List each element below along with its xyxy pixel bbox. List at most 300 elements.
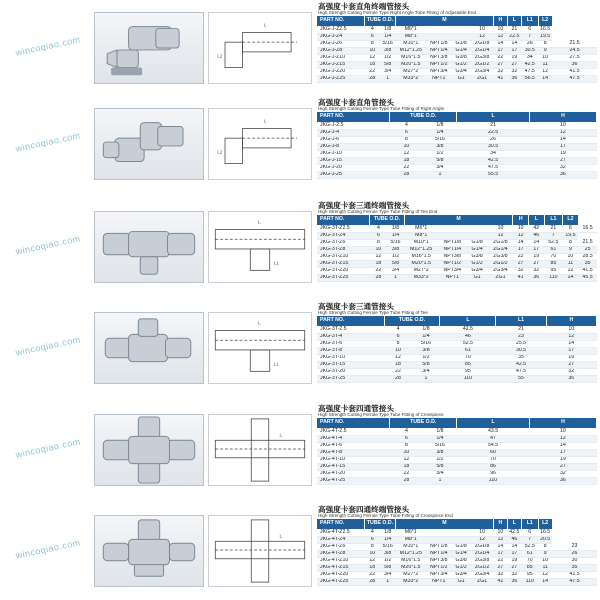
- table-cell: 5/16: [387, 239, 404, 246]
- table-cell: 1/8: [380, 26, 395, 33]
- table-cell: 42.5: [509, 529, 520, 535]
- table-cell: 14: [528, 239, 544, 246]
- table-cell: 22: [390, 164, 424, 171]
- table-row: [317, 463, 597, 470]
- part-number: JKG-J-6: [317, 136, 390, 143]
- table-row: [317, 456, 597, 463]
- column-header: L: [440, 316, 496, 326]
- part-number: JKG-J-Z25: [317, 75, 365, 82]
- table-cell: 14: [529, 442, 596, 449]
- table-row: [317, 578, 597, 585]
- table-cell: 8: [563, 239, 579, 246]
- table-row: [317, 150, 597, 157]
- table-cell: 12: [365, 54, 380, 61]
- table-row: [317, 267, 597, 274]
- part-number: JKG-4T-25: [317, 477, 390, 484]
- column-header: PART NO.: [317, 519, 365, 529]
- table-cell: 12: [390, 456, 424, 463]
- table-cell: 36: [528, 274, 544, 281]
- table-cell: 11: [563, 260, 579, 267]
- table-cell: 96: [457, 470, 530, 477]
- table-cell: NPT1/4: [438, 246, 466, 253]
- table-cell: 5/8: [387, 260, 404, 267]
- table-cell: 10: [529, 122, 596, 129]
- table-cell: 70: [440, 354, 496, 361]
- spec-table: [317, 418, 597, 485]
- table-cell: 14: [513, 239, 529, 246]
- product-section-2: [0, 96, 600, 196]
- section-title: 高强度卡套四通终端管接头: [318, 505, 410, 514]
- table-cell: 19: [507, 54, 521, 61]
- table-row: [317, 171, 597, 178]
- part-number: JKG-4T-Z20: [317, 571, 365, 578]
- table-cell: 8: [370, 239, 387, 246]
- table-cell: [451, 33, 471, 40]
- table-cell: 6: [521, 529, 538, 536]
- table-cell: 6: [390, 435, 424, 442]
- table-cell: [426, 33, 451, 40]
- table-cell: 21.5: [578, 239, 597, 246]
- svg-text:L: L: [279, 433, 283, 439]
- table-cell: 30: [552, 557, 597, 564]
- section-title: 高强度卡套三通管接头: [318, 302, 394, 311]
- table-cell: 42: [528, 225, 544, 232]
- part-number: JKG-4T-2.5: [317, 428, 390, 435]
- part-number: JKG-J-Z10: [317, 54, 365, 61]
- table-cell: 41: [493, 75, 507, 82]
- table-cell: 24.5: [552, 47, 597, 54]
- column-header: TUBE O.D.: [390, 418, 457, 428]
- part-number: JKG-3T-15: [317, 361, 384, 368]
- technical-drawing: [208, 312, 312, 384]
- table-cell: 1/2: [380, 54, 395, 61]
- table-cell: 27: [493, 61, 507, 68]
- part-number: JKG-J-4: [317, 129, 390, 136]
- column-header: H: [513, 215, 529, 225]
- table-cell: 42.5: [521, 61, 538, 68]
- table-cell: 10: [471, 529, 493, 536]
- table-cell: 19: [528, 253, 544, 260]
- table-cell: M16*1.5: [395, 557, 426, 564]
- section-title: 高强度卡套三通终端管接头: [318, 201, 410, 210]
- table-cell: NPT1/4: [426, 47, 451, 54]
- table-row: [317, 442, 597, 449]
- table-cell: M33*2: [395, 578, 426, 585]
- product-photo: [94, 108, 204, 180]
- table-cell: ZG1/4: [471, 47, 493, 54]
- table-cell: 3/4: [423, 164, 457, 171]
- table-cell: M12*1.25: [404, 246, 438, 253]
- table-row: [317, 122, 597, 129]
- table-cell: 23: [496, 333, 546, 340]
- table-cell: 60: [457, 449, 530, 456]
- table-cell: 5/16: [380, 543, 395, 550]
- table-cell: 86: [457, 463, 530, 470]
- table-cell: 30.5: [457, 143, 530, 150]
- table-cell: G1/4: [451, 47, 471, 54]
- table-cell: 70: [521, 557, 538, 564]
- table-cell: 21: [507, 26, 521, 33]
- table-cell: G1/8: [466, 239, 488, 246]
- product-section-3: [0, 199, 600, 299]
- table-cell: 18: [390, 157, 424, 164]
- table-cell: G1/2: [451, 564, 471, 571]
- table-cell: 14: [529, 136, 596, 143]
- svg-text:L: L: [263, 119, 267, 125]
- table-cell: [451, 529, 471, 536]
- table-cell: 12: [563, 267, 579, 274]
- table-cell: M33*2: [404, 274, 438, 281]
- table-cell: 21: [496, 326, 546, 333]
- table-cell: 14: [538, 578, 552, 585]
- table-cell: 7: [521, 536, 538, 543]
- column-header: M: [395, 16, 493, 26]
- column-header: L: [457, 418, 530, 428]
- spec-table: [317, 112, 597, 179]
- product-photo: [94, 12, 204, 84]
- table-cell: 12: [538, 571, 552, 578]
- part-number: JKG-3T-Z8: [317, 246, 370, 253]
- table-cell: 18: [365, 564, 380, 571]
- table-cell: 55: [496, 375, 546, 382]
- table-cell: 4: [390, 428, 424, 435]
- part-number: JKG-4T-20: [317, 470, 390, 477]
- table-cell: 10: [529, 428, 596, 435]
- table-cell: 28: [370, 274, 387, 281]
- table-cell: 12: [529, 129, 596, 136]
- column-header: H: [529, 418, 596, 428]
- table-cell: 95: [440, 368, 496, 375]
- part-number: JKG-J-20: [317, 164, 390, 171]
- dimension-drawing-icon: [209, 212, 311, 282]
- table-row: [317, 571, 597, 578]
- column-header: PART NO.: [317, 112, 390, 122]
- table-row: [317, 449, 597, 456]
- table-row: [317, 470, 597, 477]
- table-cell: 1/8: [380, 529, 395, 536]
- part-number: JKG-3T-6: [317, 340, 384, 347]
- table-cell: 1: [380, 75, 395, 82]
- table-cell: 26: [521, 40, 538, 47]
- table-cell: 28: [384, 375, 412, 382]
- table-row: [317, 33, 597, 40]
- table-cell: 18: [390, 463, 424, 470]
- table-row: [317, 347, 597, 354]
- technical-drawing: [208, 108, 312, 180]
- table-cell: 17: [493, 47, 507, 54]
- product-section-4: [0, 300, 600, 400]
- table-row: [317, 54, 597, 61]
- spec-table: [317, 16, 597, 83]
- part-number: JKG-3T-Z6: [317, 239, 370, 246]
- table-cell: 1/4: [387, 232, 404, 239]
- table-cell: 34: [457, 150, 530, 157]
- table-cell: G3/8: [451, 557, 471, 564]
- dimension-drawing-icon: [209, 109, 311, 179]
- part-number: JKG-3T-20: [317, 368, 384, 375]
- table-cell: 5/8: [380, 564, 395, 571]
- table-cell: 8: [365, 40, 380, 47]
- part-number: JKG-4T-Z10: [317, 557, 365, 564]
- table-row: [317, 47, 597, 54]
- table-cell: 14: [507, 543, 521, 550]
- table-cell: 36: [552, 61, 597, 68]
- table-row: [317, 253, 597, 260]
- table-row: [317, 157, 597, 164]
- table-cell: 110: [440, 375, 496, 382]
- table-cell: [426, 26, 451, 33]
- table-cell: 35: [496, 354, 546, 361]
- table-cell: 21: [457, 122, 530, 129]
- table-cell: 47: [457, 435, 530, 442]
- table-cell: 3/4: [412, 368, 440, 375]
- part-number: JKG-J-Z15: [317, 61, 365, 68]
- table-cell: ZG1/8: [471, 543, 493, 550]
- table-cell: 32: [493, 571, 507, 578]
- product-photo: [94, 211, 204, 283]
- table-cell: 32: [528, 267, 544, 274]
- table-cell: 36: [529, 171, 596, 178]
- table-cell: 19: [529, 150, 596, 157]
- table-cell: ZG3/4: [488, 267, 513, 274]
- table-cell: 1/4: [412, 333, 440, 340]
- table-cell: 5/16: [412, 340, 440, 347]
- table-cell: 42.5: [440, 326, 496, 333]
- table-cell: ZG3/8: [471, 557, 493, 564]
- table-cell: 1/8: [412, 326, 440, 333]
- table-cell: M6*1: [395, 529, 426, 536]
- table-cell: 28: [390, 171, 424, 178]
- table-cell: 41: [513, 274, 529, 281]
- technical-drawing: [208, 414, 312, 486]
- table-row: [317, 375, 597, 382]
- part-number: JKG-4T-Z6: [317, 543, 365, 550]
- table-header-row: [317, 112, 597, 122]
- table-cell: 22: [384, 368, 412, 375]
- table-cell: 6: [384, 333, 412, 340]
- table-cell: 30.5: [521, 47, 538, 54]
- table-cell: ZG1: [471, 75, 493, 82]
- table-cell: 1: [412, 375, 440, 382]
- table-cell: 12: [493, 536, 507, 543]
- table-cell: 27: [507, 61, 521, 68]
- table-cell: G1/8: [451, 40, 471, 47]
- section-title: 高强度卡套直角终端管接头: [318, 2, 410, 11]
- section-subtitle: High Strength Cutting Ferrule Type Tube Fitting of Tee: [318, 310, 428, 315]
- table-row: [317, 26, 597, 33]
- table-cell: 3/4: [380, 571, 395, 578]
- table-cell: M10*1: [395, 543, 426, 550]
- table-cell: 10: [538, 54, 552, 61]
- table-cell: M20*1.5: [395, 61, 426, 68]
- table-cell: 22.5: [509, 33, 520, 39]
- table-cell: ZG3/8: [471, 54, 493, 61]
- table-cell: 32: [546, 368, 596, 375]
- table-cell: 10: [546, 326, 596, 333]
- table-cell: G1/4: [451, 550, 471, 557]
- watermark-logo: wincoqiao.com: [14, 436, 82, 460]
- table-cell: 1/2: [423, 150, 457, 157]
- table-cell: 17: [507, 550, 521, 557]
- table-cell: ZG1: [471, 578, 493, 585]
- column-header: L2: [538, 519, 552, 529]
- table-cell: 8: [384, 340, 412, 347]
- section-subtitle: High Strength Cutting Ferrule Type Tube Fitting of Right Angle: [318, 106, 445, 111]
- part-number: JKG-3T-Z4: [317, 232, 370, 239]
- column-header: PART NO.: [317, 316, 384, 326]
- table-cell: G1: [451, 75, 471, 82]
- table-cell: M16*1.5: [395, 54, 426, 61]
- table-row: [317, 274, 597, 281]
- table-cell: 5/8: [423, 157, 457, 164]
- table-cell: 5/16: [423, 136, 457, 143]
- table-cell: 17: [513, 246, 529, 253]
- table-cell: 4: [370, 225, 387, 232]
- table-cell: 12: [488, 232, 513, 239]
- table-cell: 14: [538, 75, 552, 82]
- table-cell: 41: [493, 578, 507, 585]
- table-cell: 10: [493, 529, 507, 536]
- table-cell: [466, 232, 488, 239]
- watermark-logo: wincoqiao.com: [14, 334, 82, 358]
- table-cell: 47.5: [552, 578, 597, 585]
- table-cell: NPT1/8: [426, 40, 451, 47]
- table-cell: NPT1/2: [426, 61, 451, 68]
- table-cell: NPT3/4: [426, 571, 451, 578]
- part-number: JKG-J-Z20: [317, 68, 365, 75]
- table-cell: 6: [370, 232, 387, 239]
- table-cell: M10*1: [404, 239, 438, 246]
- table-cell: 16.5: [540, 529, 551, 535]
- table-row: [317, 477, 597, 484]
- table-row: [317, 136, 597, 143]
- table-cell: 28: [365, 75, 380, 82]
- svg-text:L2: L2: [217, 150, 223, 156]
- table-row: [317, 428, 597, 435]
- table-cell: ZG3/4: [471, 571, 493, 578]
- table-cell: 26: [552, 550, 597, 557]
- table-cell: 10: [538, 557, 552, 564]
- column-header: TUBE O.D.: [390, 112, 457, 122]
- table-cell: M8*1: [404, 232, 438, 239]
- table-cell: 10: [365, 47, 380, 54]
- watermark-logo: wincoqiao.com: [14, 34, 82, 58]
- part-number: JKG-J-15: [317, 157, 390, 164]
- product-photo: [94, 515, 204, 587]
- table-cell: 32: [507, 571, 521, 578]
- table-cell: 3/8: [423, 449, 457, 456]
- table-row: [317, 61, 597, 68]
- part-number: JKG-4T-Z15: [317, 564, 365, 571]
- table-cell: 1/4: [380, 33, 395, 40]
- table-cell: 6: [390, 129, 424, 136]
- table-cell: G1/2: [466, 260, 488, 267]
- part-number: JKG-3T-Z15: [317, 260, 370, 267]
- fitting-photo-icon: [95, 516, 203, 586]
- table-cell: G1/4: [466, 246, 488, 253]
- table-row: [317, 143, 597, 150]
- table-cell: 1/4: [423, 129, 457, 136]
- table-cell: 22: [493, 54, 507, 61]
- section-title: 高强度卡套直角管接头: [318, 98, 394, 107]
- table-cell: [451, 26, 471, 33]
- table-row: [317, 260, 597, 267]
- table-cell: 1/8: [423, 122, 457, 129]
- table-cell: 1/8: [387, 225, 404, 232]
- table-cell: 5/8: [412, 361, 440, 368]
- part-number: JKG-3T-2.5: [317, 326, 384, 333]
- table-cell: 1/2: [380, 557, 395, 564]
- table-cell: 12: [370, 253, 387, 260]
- table-cell: 36: [507, 578, 521, 585]
- table-cell: 19.5: [540, 33, 551, 39]
- table-cell: 22: [513, 253, 529, 260]
- table-cell: 10: [370, 246, 387, 253]
- part-number: JKG-3T-Z20: [317, 267, 370, 274]
- table-cell: 12: [529, 435, 596, 442]
- table-cell: 14: [507, 40, 521, 47]
- table-cell: 17: [493, 550, 507, 557]
- table-cell: 1/2: [423, 456, 457, 463]
- table-cell: 10: [365, 550, 380, 557]
- table-cell: 110: [544, 274, 563, 281]
- table-cell: M10*1: [395, 40, 426, 47]
- table-cell: 27: [493, 564, 507, 571]
- column-header: L: [507, 519, 521, 529]
- table-cell: 1: [387, 274, 404, 281]
- table-cell: 54.5: [457, 442, 530, 449]
- table-cell: 95: [544, 267, 563, 274]
- table-cell: 36: [507, 75, 521, 82]
- table-cell: M16*1.5: [404, 253, 438, 260]
- table-cell: 22: [370, 267, 387, 274]
- table-cell: NPT1/8: [426, 543, 451, 550]
- table-row: [317, 543, 597, 550]
- table-cell: 52.5: [544, 239, 563, 246]
- table-cell: 3/8: [387, 246, 404, 253]
- table-cell: M27*2: [404, 267, 438, 274]
- spec-table: [317, 215, 597, 282]
- table-cell: ZG1/8: [471, 40, 493, 47]
- column-header: L: [507, 16, 521, 26]
- table-row: [317, 246, 597, 253]
- table-cell: 12: [513, 232, 529, 239]
- table-cell: 12: [538, 68, 552, 75]
- fitting-photo-icon: [95, 313, 203, 383]
- table-header-row: [317, 16, 597, 26]
- table-cell: NPT3/8: [426, 557, 451, 564]
- table-header-row: [317, 316, 597, 326]
- svg-text:L: L: [279, 534, 283, 540]
- table-cell: 3/4: [423, 470, 457, 477]
- table-cell: 9: [538, 550, 552, 557]
- fitting-photo-icon: [95, 109, 203, 179]
- table-cell: 10: [493, 26, 507, 33]
- table-cell: M6*1: [395, 26, 426, 33]
- table-cell: 18: [370, 260, 387, 267]
- technical-drawing: [208, 12, 312, 84]
- column-header: H: [529, 112, 596, 122]
- table-cell: 1: [423, 171, 457, 178]
- table-cell: 22: [365, 68, 380, 75]
- table-row: [317, 333, 597, 340]
- table-cell: 30.5: [496, 347, 546, 354]
- table-cell: ZG3/4: [471, 68, 493, 75]
- table-cell: 3/8: [412, 347, 440, 354]
- table-cell: 70: [544, 253, 563, 260]
- table-cell: 61: [521, 550, 538, 557]
- table-cell: 47.5: [496, 368, 546, 375]
